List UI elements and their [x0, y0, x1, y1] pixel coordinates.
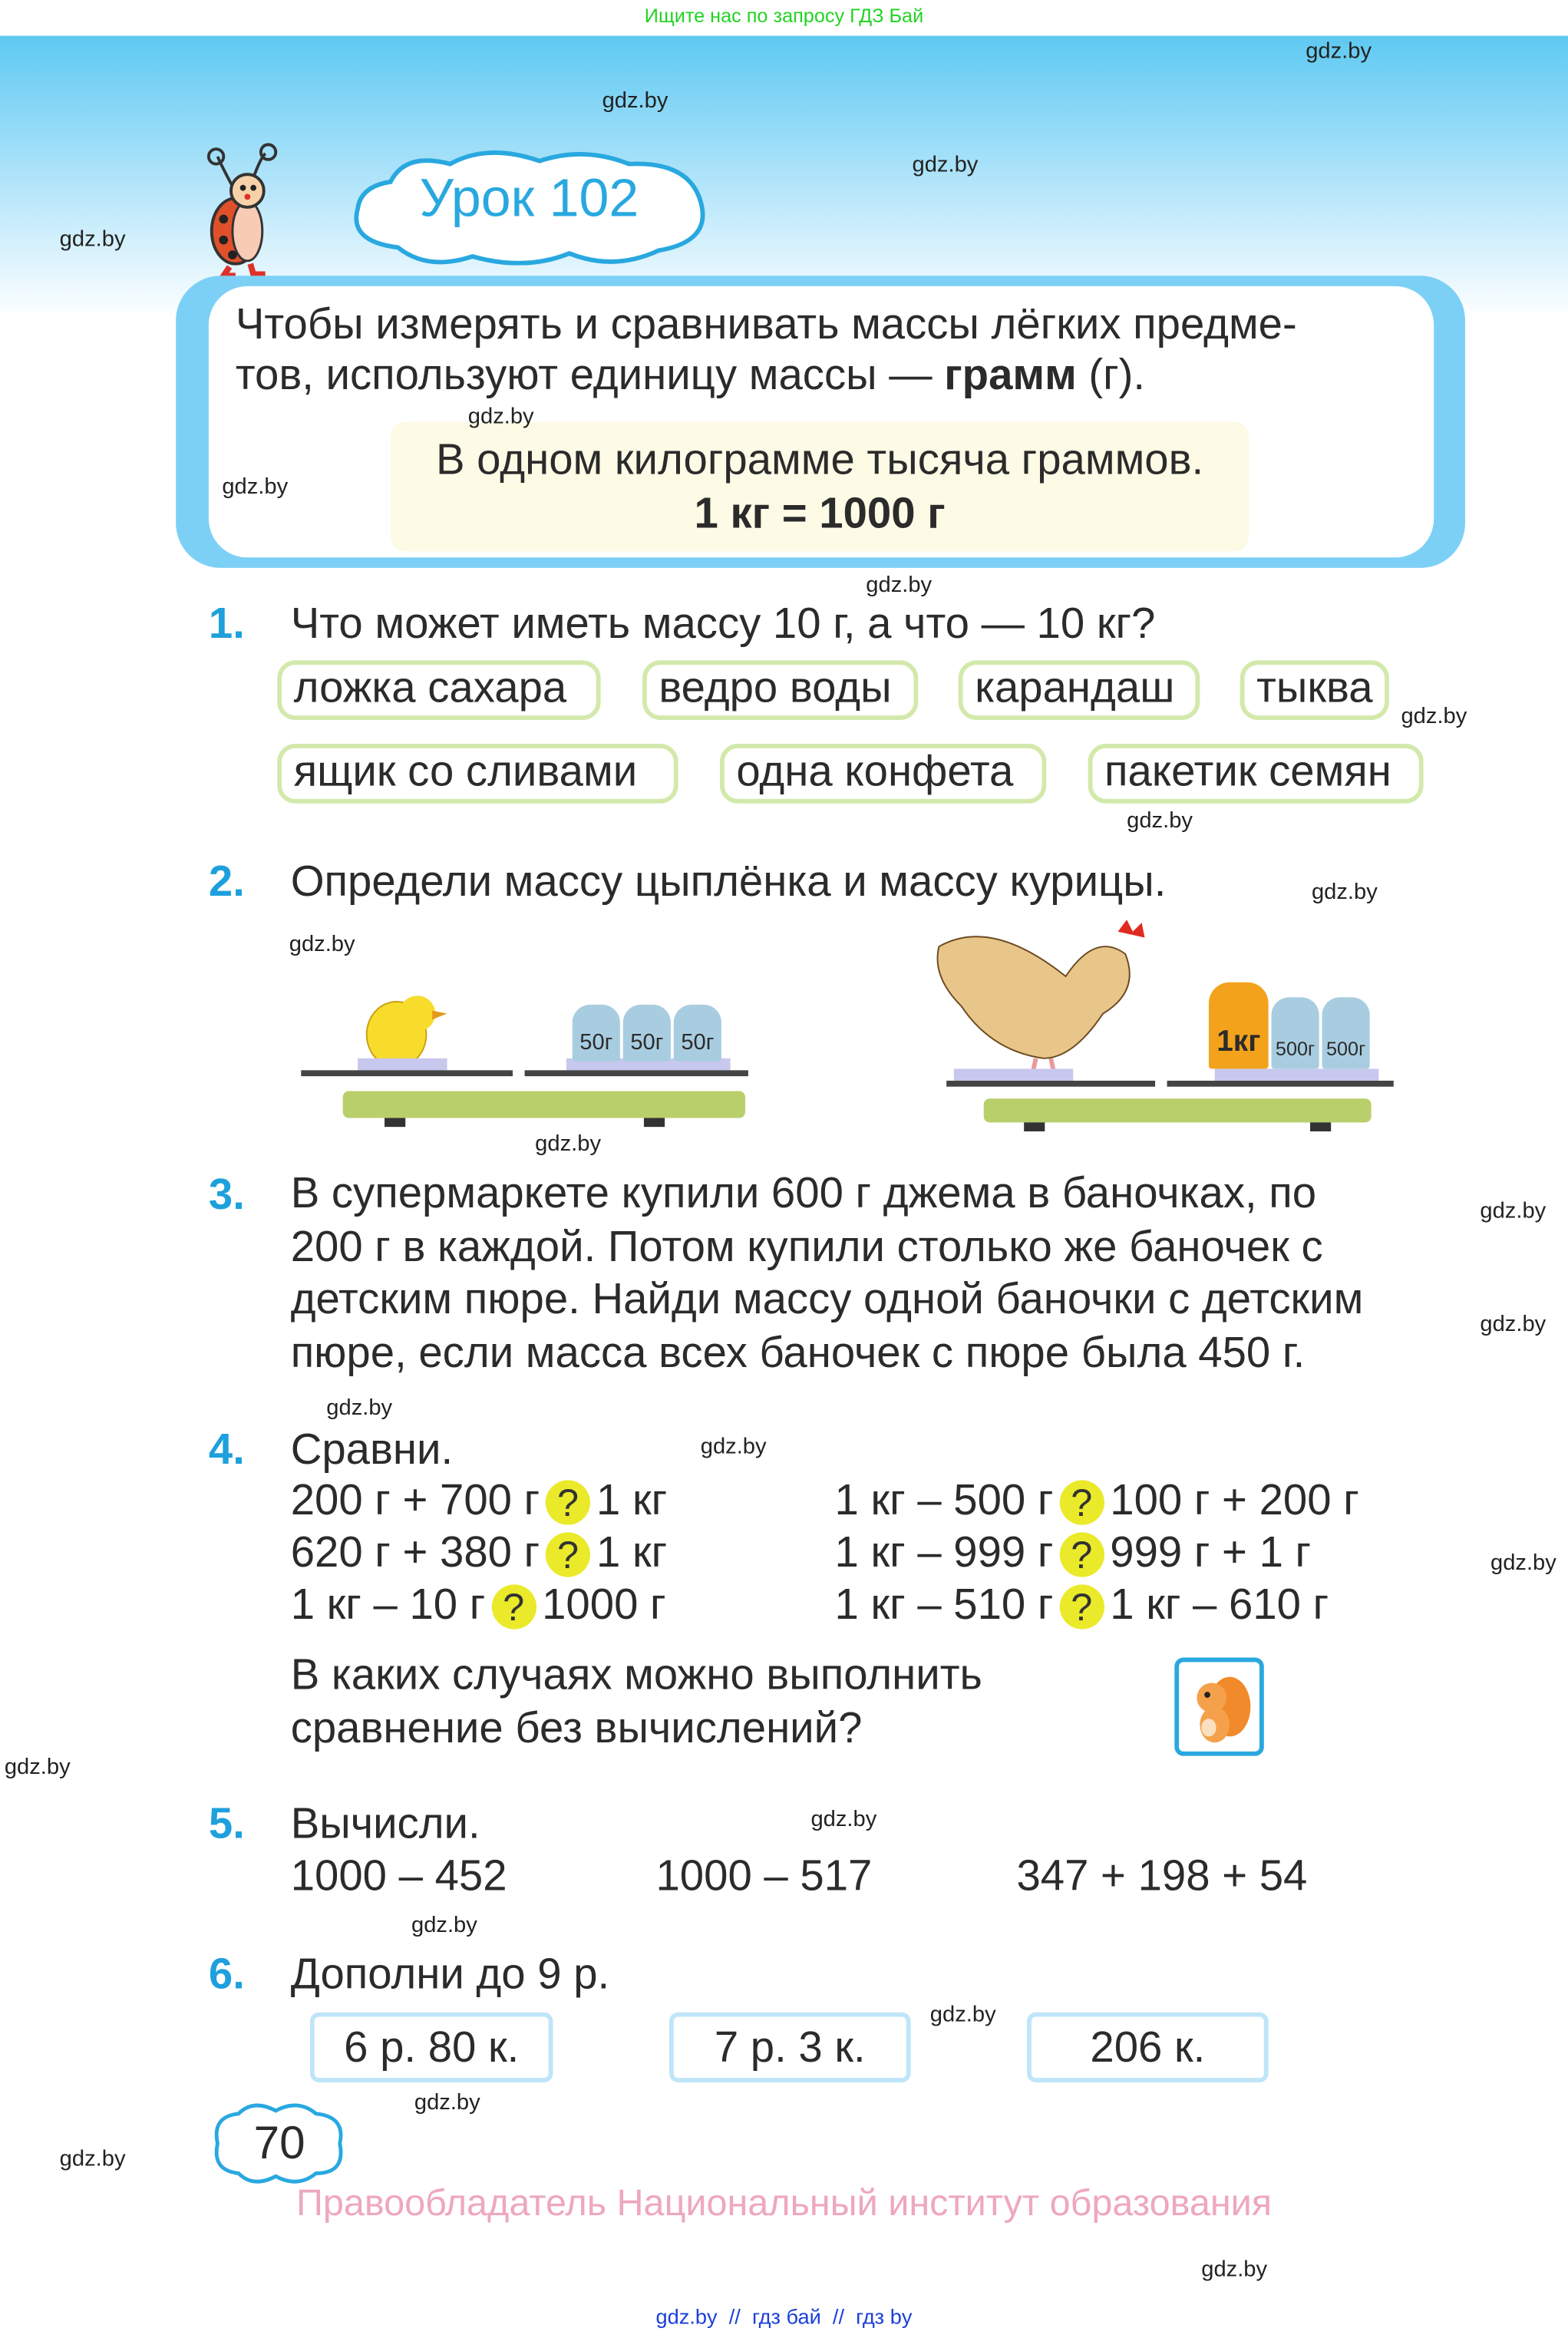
- expr: 1 кг – 999 г: [834, 1529, 1054, 1577]
- watermark: gdz.by: [535, 1131, 602, 1157]
- rule-text: тов, используют единицу массы —: [235, 352, 945, 400]
- expr: 1 кг – 610 г: [1110, 1581, 1329, 1630]
- weight-500g: 500г: [1322, 997, 1370, 1068]
- watermark: gdz.by: [1480, 1198, 1547, 1224]
- question-mark-circle: ?: [491, 1585, 536, 1630]
- compare-row: [291, 1528, 667, 1580]
- task-number: 2.: [208, 858, 245, 906]
- weight-500g: 500г: [1272, 997, 1319, 1068]
- scale-chick-illustration: [298, 984, 763, 1133]
- watermark: gdz.by: [810, 1806, 877, 1832]
- watermark: gdz.by: [59, 226, 126, 253]
- question-mark-circle: ?: [1059, 1533, 1104, 1577]
- money-box: 7 р. 3 к.: [669, 2013, 911, 2082]
- compare-row: [835, 1476, 1359, 1528]
- rule-text: (г).: [1076, 352, 1146, 400]
- weights: [573, 1005, 721, 1062]
- expr: 1 кг: [596, 1477, 668, 1525]
- weight-50g: 50г: [623, 1005, 671, 1062]
- watermark: gdz.by: [1490, 1550, 1556, 1576]
- watermark: gdz.by: [222, 474, 289, 500]
- copyright: Правообладатель Национальный институт образования: [295, 2182, 1273, 2224]
- expression: 1000 – 452: [290, 1852, 507, 1901]
- lesson-title: Урок 102: [419, 167, 639, 229]
- task2-text: Определи массу цыплёнка и массу курицы.: [290, 858, 1167, 906]
- money-box: 206 к.: [1027, 2013, 1269, 2082]
- rule-highlight-line1: В одном килограмме тысяча граммов.: [435, 437, 1204, 485]
- task3-text: [291, 1169, 1364, 1382]
- task4-question: [291, 1649, 982, 1756]
- ladybug-icon: [191, 141, 299, 279]
- watermark: gdz.by: [1127, 807, 1193, 834]
- expr: 999 г + 1 г: [1110, 1529, 1312, 1577]
- watermark: gdz.by: [411, 1912, 477, 1938]
- question-mark-circle: ?: [1059, 1481, 1104, 1525]
- watermark: gdz.by: [467, 404, 534, 430]
- expr: 1 кг: [596, 1529, 668, 1577]
- watermark: gdz.by: [602, 88, 668, 114]
- expr: 620 г + 380 г: [290, 1529, 540, 1577]
- task6-text: Дополни до 9 р.: [290, 1951, 610, 2000]
- watermark: gdz.by: [912, 152, 979, 178]
- watermark: gdz.by: [326, 1395, 393, 1421]
- question-mark-circle: ?: [546, 1481, 590, 1525]
- expr: 200 г + 700 г: [290, 1477, 540, 1525]
- task-number: 3.: [208, 1171, 245, 1220]
- page-number: 70: [253, 2116, 305, 2169]
- weight-1kg: 1кг: [1209, 982, 1269, 1069]
- chip: ящик со сливами: [277, 744, 678, 804]
- watermark: gdz.by: [1306, 38, 1372, 64]
- task-number: 6.: [208, 1951, 245, 2000]
- search-banner[interactable]: Ищите нас по запросу ГДЗ Бай: [0, 0, 1568, 36]
- task3-line: 200 г в каждой. Потом купили столько же баночек с: [290, 1223, 1323, 1271]
- watermark: gdz.by: [866, 572, 933, 598]
- task3-line: детским пюре. Найди массу одной баночки с детским: [290, 1276, 1364, 1325]
- expr: 100 г + 200 г: [1110, 1477, 1359, 1525]
- task-number: 5.: [208, 1800, 245, 1849]
- watermark: gdz.by: [1311, 879, 1378, 905]
- expr: 1 кг – 510 г: [834, 1581, 1054, 1630]
- rule-highlight: [391, 422, 1249, 552]
- expression: 347 + 198 + 54: [1016, 1852, 1308, 1901]
- task-number: 1.: [208, 600, 245, 649]
- chip: тыква: [1240, 660, 1389, 720]
- watermark: gdz.by: [1201, 2257, 1268, 2283]
- chip: ведро воды: [642, 660, 918, 720]
- watermark: gdz.by: [289, 931, 355, 957]
- task5-text: Вычисли.: [290, 1800, 480, 1849]
- watermark: gdz.by: [1401, 703, 1467, 729]
- watermark: gdz.by: [700, 1434, 767, 1460]
- task1-text: Что может иметь массу 10 г, а что — 10 кг?: [290, 600, 1156, 649]
- expr: 1 кг – 500 г: [834, 1477, 1054, 1525]
- footer-links[interactable]: gdz.by // гдз бай // гдз by: [655, 2304, 913, 2329]
- compare-row: [835, 1528, 1359, 1580]
- money-box: 6 р. 80 к.: [310, 2013, 553, 2082]
- compare-left-column: [291, 1476, 667, 1633]
- question-mark-circle: ?: [1059, 1585, 1104, 1630]
- expr: 1 кг – 10 г: [290, 1581, 486, 1630]
- question-mark-circle: ?: [546, 1533, 590, 1577]
- rule-formula: 1 кг = 1000 г: [694, 490, 946, 539]
- expression: 1000 – 517: [655, 1852, 873, 1901]
- scale-hen-illustration: [932, 916, 1401, 1133]
- watermark: gdz.by: [4, 1754, 71, 1780]
- question-line: В каких случаях можно выполнить: [290, 1651, 982, 1699]
- watermark: gdz.by: [929, 2002, 996, 2028]
- compare-row: [835, 1580, 1359, 1633]
- chip: пакетик семян: [1088, 744, 1424, 804]
- compare-row: [291, 1580, 667, 1633]
- task3-line: пюре, если масса всех баночек с пюре была 450 г.: [290, 1329, 1306, 1378]
- compare-right-column: [835, 1476, 1359, 1633]
- rule-text-line2: [236, 352, 1145, 401]
- watermark: gdz.by: [1480, 1311, 1547, 1337]
- question-line: сравнение без вычислений?: [290, 1705, 863, 1753]
- chip: ложка сахара: [277, 660, 600, 720]
- chip: одна конфета: [720, 744, 1046, 804]
- weight-50g: 50г: [674, 1005, 721, 1062]
- task4-text: Сравни.: [290, 1426, 454, 1474]
- weights: [1209, 982, 1370, 1069]
- chip: карандаш: [959, 660, 1200, 720]
- rule-term: грамм: [944, 352, 1077, 400]
- watermark: gdz.by: [59, 2146, 126, 2172]
- rule-text-line1: Чтобы измерять и сравнивать массы лёгких предме-: [235, 301, 1297, 349]
- weight-50g: 50г: [573, 1005, 620, 1062]
- expr: 1000 г: [542, 1581, 666, 1630]
- squirrel-icon: [1174, 1658, 1264, 1756]
- watermark: gdz.by: [414, 2089, 480, 2115]
- task3-line: В супермаркете купили 600 г джема в баночках, по: [290, 1170, 1317, 1218]
- task-number: 4.: [208, 1426, 245, 1474]
- compare-row: [291, 1476, 667, 1528]
